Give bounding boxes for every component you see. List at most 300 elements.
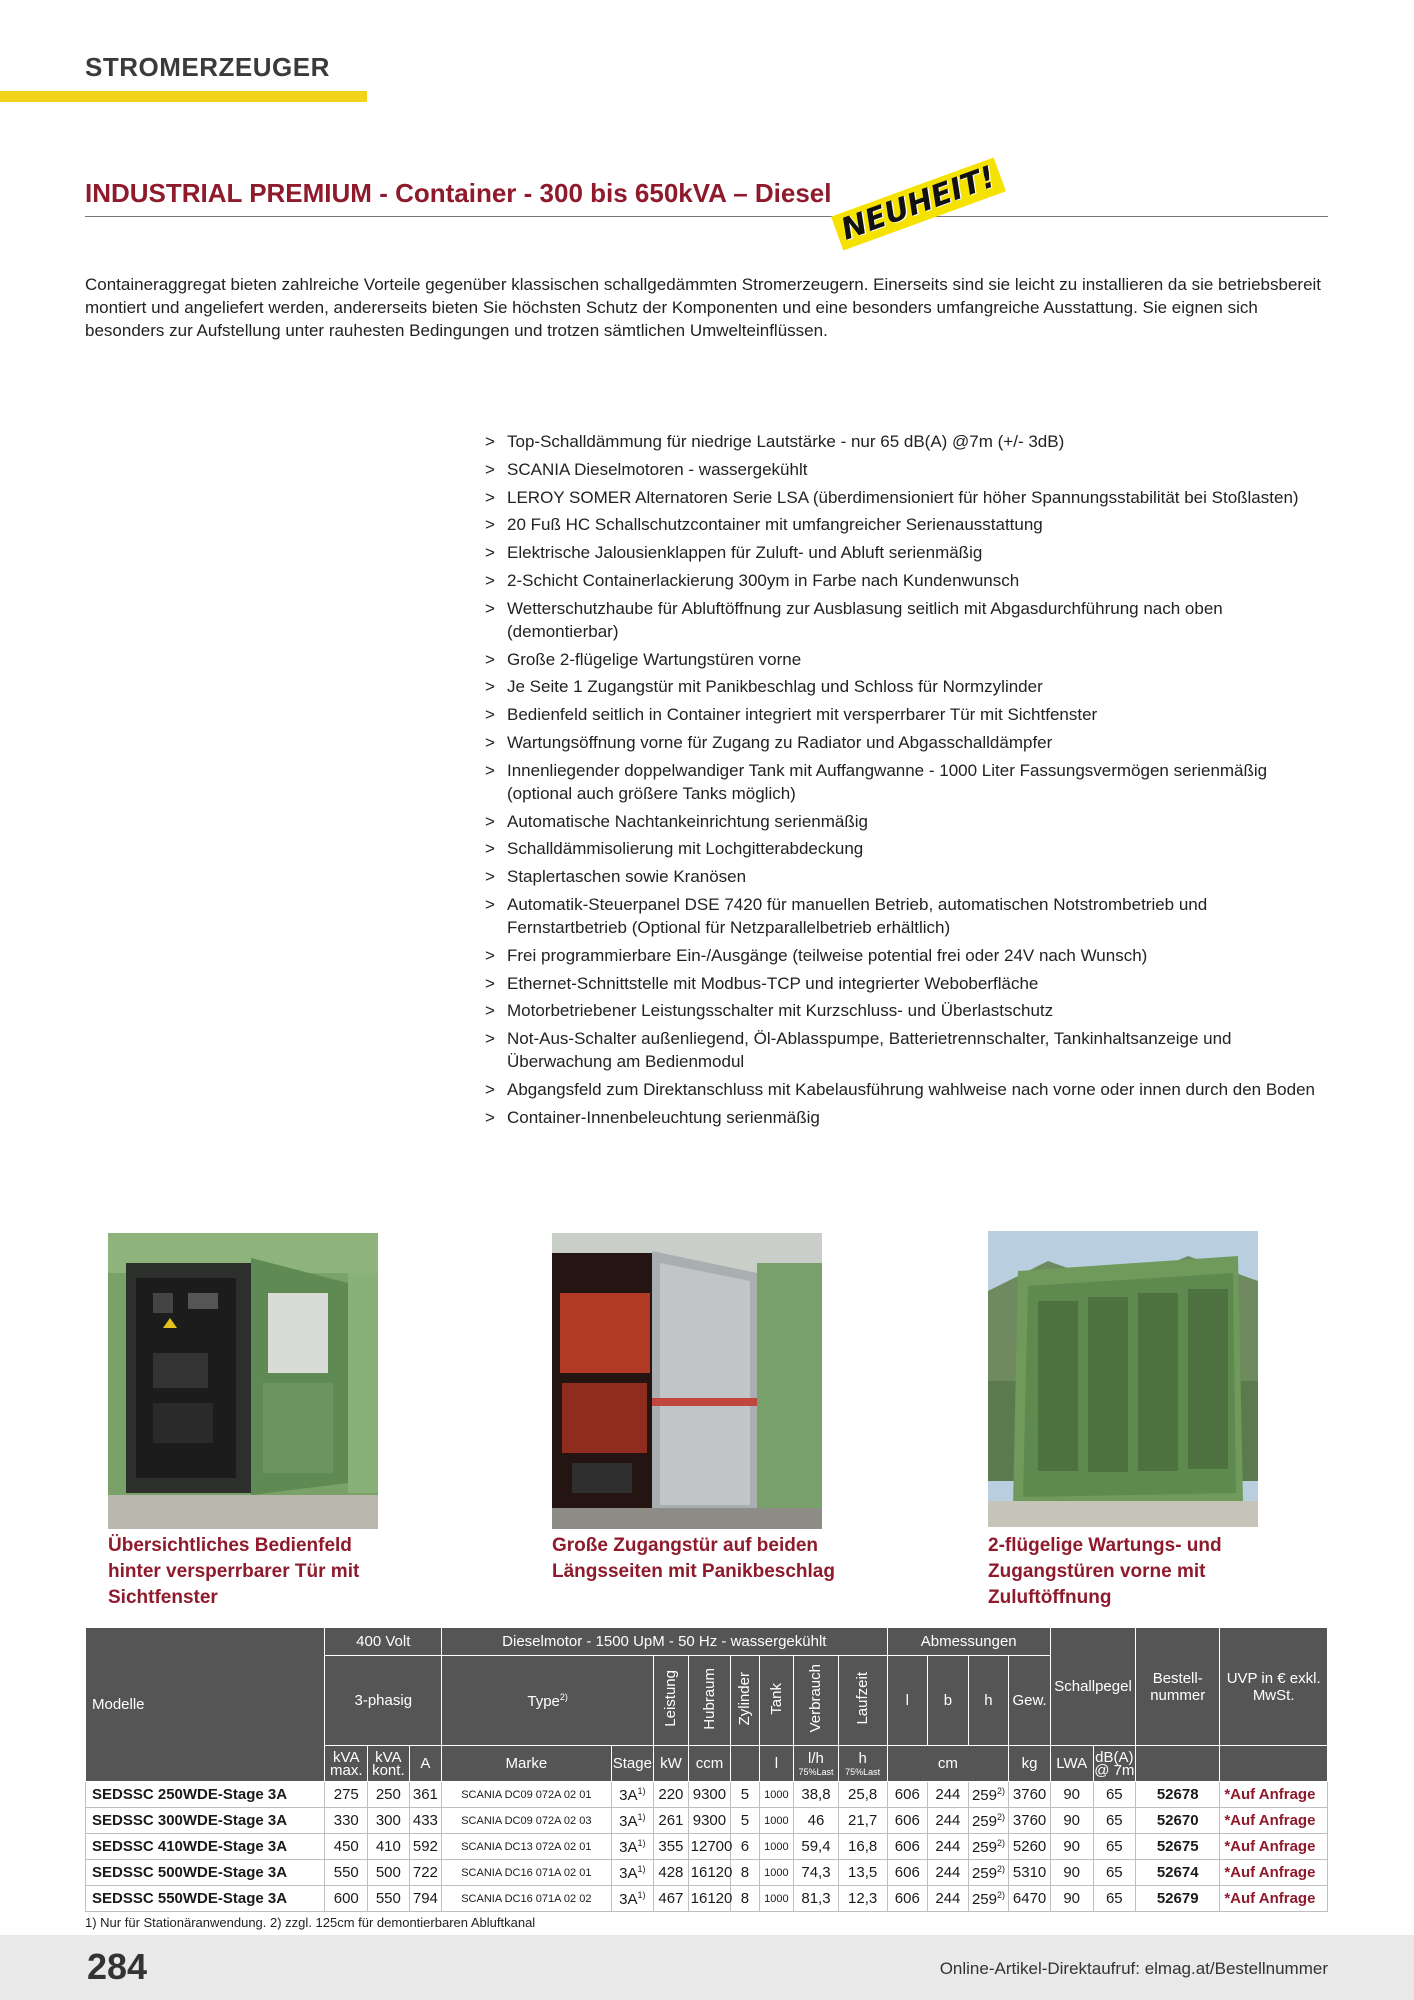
feature-marker: > xyxy=(485,705,495,725)
cell-price xyxy=(1220,1808,1328,1834)
caption-control-panel: Übersichtliches Bedienfeld hinter versperrbarer Tür mit Sichtfenster xyxy=(108,1535,360,1608)
footnote-ref: 2) xyxy=(996,1811,1005,1822)
th-unit-kw: kW xyxy=(654,1746,688,1782)
cell-order xyxy=(1136,1834,1220,1860)
feature-text: Automatische Nachtankeinrichtung serienmäßig xyxy=(507,811,868,831)
cell-dba xyxy=(1093,1834,1136,1860)
cell-value: 6 xyxy=(740,1838,750,1855)
cell-value: SCANIA DC09 072A 02 03 xyxy=(461,1814,592,1827)
cell-order xyxy=(1136,1860,1220,1886)
cell-kva-max xyxy=(325,1834,368,1860)
cell-value: SEDSSC 300WDE-Stage 3A xyxy=(92,1812,288,1829)
feature-text: Elektrische Jalousienklappen für Zuluft- und Abluft serienmäßig xyxy=(507,543,983,563)
feature-marker: > xyxy=(485,543,495,563)
cell-marke xyxy=(442,1860,611,1886)
cell-value: 410 xyxy=(375,1838,401,1855)
cell-value: 46 xyxy=(807,1812,825,1829)
feature-marker: > xyxy=(485,515,495,535)
cell-value: 12,3 xyxy=(848,1890,878,1907)
cell-h xyxy=(968,1808,1009,1834)
cell-zyl xyxy=(731,1886,759,1912)
cell-price xyxy=(1220,1886,1328,1912)
feature-text: 20 Fuß HC Schallschutzcontainer mit umfangreicher Serienausstattung xyxy=(507,515,1043,535)
photo-access-door xyxy=(552,1233,822,1529)
cell-h xyxy=(968,1860,1009,1886)
cell-value: 9300 xyxy=(692,1786,727,1803)
cell-lwa xyxy=(1050,1860,1093,1886)
cell-value: 74,3 xyxy=(801,1864,831,1881)
caption-access-door: Große Zugangstür auf beiden Längsseiten mit Panikbeschlag xyxy=(552,1535,835,1582)
cell-lwa xyxy=(1050,1808,1093,1834)
feature-item xyxy=(485,569,1330,592)
feature-text: Automatik-Steuerpanel DSE 7420 für manuellen Betrieb, automatischen Notstrombetrieb und Fernstartbetrieb (Optional für Netzparallelbetrieb erhältlich) xyxy=(507,894,1208,937)
th-unit-kva-kont: kVA kont. xyxy=(368,1746,410,1782)
cell-laufzeit xyxy=(838,1860,887,1886)
cell-value: 606 xyxy=(894,1890,920,1907)
footnote-ref: 2) xyxy=(996,1837,1005,1848)
cell-value: 1000 xyxy=(764,1788,789,1801)
cell-value: 9300 xyxy=(692,1812,727,1829)
cell-model xyxy=(86,1886,325,1912)
cell-l xyxy=(887,1782,928,1808)
product-title: INDUSTRIAL PREMIUM - Container - 300 bis 650kVA – Diesel xyxy=(85,178,832,208)
cell-zyl xyxy=(731,1860,759,1886)
th-unit-marke: Marke xyxy=(442,1746,611,1782)
feature-marker: > xyxy=(485,1079,495,1099)
th-unit-lwa: LWA xyxy=(1050,1746,1093,1782)
cell-price xyxy=(1220,1834,1328,1860)
cell-value: 244 xyxy=(935,1890,961,1907)
spec-table-body xyxy=(86,1782,1328,1912)
th-unit-lh xyxy=(794,1746,839,1782)
cell-b xyxy=(928,1860,969,1886)
cell-ccm xyxy=(688,1834,731,1860)
feature-marker: > xyxy=(485,867,495,887)
cell-value: 1000 xyxy=(764,1840,789,1853)
cell-lwa xyxy=(1050,1834,1093,1860)
feature-marker: > xyxy=(485,677,495,697)
th-unit-ccm: ccm xyxy=(688,1746,731,1782)
cell-value: 361 xyxy=(412,1786,438,1803)
cell-value: 259 xyxy=(971,1864,997,1882)
cell-zyl xyxy=(731,1834,759,1860)
feature-item xyxy=(485,486,1330,509)
footnote-ref: 2) xyxy=(996,1785,1005,1796)
cell-model xyxy=(86,1808,325,1834)
cell-value: 250 xyxy=(375,1786,401,1803)
cell-value: 592 xyxy=(412,1838,438,1855)
cell-zyl xyxy=(731,1782,759,1808)
th-zylinder-label: Zylinder xyxy=(736,1671,754,1726)
cell-value: 3A xyxy=(619,1812,638,1830)
th-hubraum-label: Hubraum xyxy=(700,1667,718,1730)
cell-value: 259 xyxy=(971,1812,997,1830)
cell-value: 259 xyxy=(971,1786,997,1804)
cell-tank xyxy=(759,1886,793,1912)
cell-kw xyxy=(654,1860,688,1886)
feature-text: Frei programmierbare Ein-/Ausgänge (teilweise potential frei oder 24V nach Wunsch) xyxy=(507,945,1148,965)
cell-value: SEDSSC 550WDE-Stage 3A xyxy=(92,1890,288,1907)
cell-value: 5260 xyxy=(1012,1838,1047,1855)
cell-kw xyxy=(654,1808,688,1834)
cell-verbrauch xyxy=(794,1886,839,1912)
cell-h xyxy=(968,1886,1009,1912)
cell-a xyxy=(409,1782,441,1808)
cell-stage xyxy=(611,1782,654,1808)
cell-b xyxy=(928,1834,969,1860)
cell-value: 16120 xyxy=(690,1864,733,1881)
cell-value: 600 xyxy=(333,1890,359,1907)
footnote-ref: 1) xyxy=(637,1889,646,1900)
feature-marker: > xyxy=(485,459,495,479)
feature-item xyxy=(485,1027,1330,1073)
cell-gew xyxy=(1009,1808,1051,1834)
cell-b xyxy=(928,1808,969,1834)
cell-kw xyxy=(654,1782,688,1808)
th-uvp: UVP in € exkl. MwSt. xyxy=(1220,1628,1328,1746)
cell-value: 16120 xyxy=(690,1890,733,1907)
cell-kva-max xyxy=(325,1886,368,1912)
cell-verbrauch xyxy=(794,1834,839,1860)
cell-a xyxy=(409,1834,441,1860)
feature-text: Container-Innenbeleuchtung serienmäßig xyxy=(507,1107,820,1127)
feature-item xyxy=(485,541,1330,564)
feature-marker: > xyxy=(485,973,495,993)
th-verbrauch-label: Verbrauch xyxy=(807,1664,825,1733)
feature-marker: > xyxy=(485,732,495,752)
cell-kva-kont xyxy=(368,1782,410,1808)
th-unit-dba: dB(A) @ 7m xyxy=(1093,1746,1136,1782)
th-3-phasig: 3-phasig xyxy=(325,1656,442,1746)
th-unit-blank-2 xyxy=(1136,1746,1220,1782)
cell-value: 65 xyxy=(1105,1864,1123,1881)
cell-value: 1000 xyxy=(764,1866,789,1879)
cell-value: SCANIA DC16 071A 02 01 xyxy=(461,1866,592,1879)
footnote-ref: 1) xyxy=(637,1811,646,1822)
th-unit-h-sub: 75%Last xyxy=(845,1767,881,1777)
cell-value: SCANIA DC13 072A 02 01 xyxy=(461,1840,592,1853)
feature-marker: > xyxy=(485,1107,495,1127)
cell-value: *Auf Anfrage xyxy=(1224,1864,1316,1881)
cell-kva-max xyxy=(325,1782,368,1808)
footnote-ref: 2) xyxy=(996,1863,1005,1874)
cell-value: 52670 xyxy=(1156,1812,1199,1829)
th-laufzeit-label: Laufzeit xyxy=(854,1672,872,1725)
feature-item xyxy=(485,597,1330,643)
cell-value: 3760 xyxy=(1012,1786,1047,1803)
cell-value: 52679 xyxy=(1156,1890,1199,1907)
th-leistung-label: Leistung xyxy=(662,1670,680,1727)
cell-tank xyxy=(759,1808,793,1834)
footer-link-text: Online-Artikel-Direktaufruf: elmag.at/Bestellnummer xyxy=(939,1959,1328,1978)
cell-kva-kont xyxy=(368,1886,410,1912)
cell-ccm xyxy=(688,1860,731,1886)
page-number: 284 xyxy=(87,1946,148,1987)
feature-text: Ethernet-Schnittstelle mit Modbus-TCP und integrierter Weboberfläche xyxy=(507,973,1039,993)
th-unit-stage: Stage xyxy=(611,1746,654,1782)
cell-value: 52678 xyxy=(1156,1786,1199,1803)
feature-text: Wartungsöffnung vorne für Zugang zu Radiator und Abgasschalldämpfer xyxy=(507,732,1053,752)
cell-value: 450 xyxy=(333,1838,359,1855)
cell-marke xyxy=(442,1886,611,1912)
table-row xyxy=(86,1886,1328,1912)
cell-lwa xyxy=(1050,1782,1093,1808)
cell-lwa xyxy=(1050,1886,1093,1912)
feature-item xyxy=(485,865,1330,888)
cell-a xyxy=(409,1808,441,1834)
feature-marker: > xyxy=(485,1029,495,1049)
cell-value: 8 xyxy=(740,1890,750,1907)
cell-value: *Auf Anfrage xyxy=(1224,1786,1316,1803)
spec-table xyxy=(85,1627,1328,1912)
cell-kva-max xyxy=(325,1808,368,1834)
feature-marker: > xyxy=(485,1001,495,1021)
cell-stage xyxy=(611,1886,654,1912)
cell-value: 722 xyxy=(412,1864,438,1881)
cell-tank xyxy=(759,1782,793,1808)
cell-model xyxy=(86,1834,325,1860)
cell-value: 355 xyxy=(658,1838,684,1855)
th-bestellnummer: Bestell-nummer xyxy=(1136,1628,1220,1746)
th-tank xyxy=(759,1656,793,1746)
th-zylinder xyxy=(731,1656,759,1746)
table-footnote: 1) Nur für Stationäranwendung. 2) zzgl. 125cm für demontierbaren Abluftkanal xyxy=(85,1915,536,1930)
cell-value: 606 xyxy=(894,1838,920,1855)
th-schallpegel: Schallpegel xyxy=(1050,1628,1135,1746)
cell-marke xyxy=(442,1834,611,1860)
cell-value: 8 xyxy=(740,1864,750,1881)
cell-value: SEDSSC 410WDE-Stage 3A xyxy=(92,1838,288,1855)
cell-value: 300 xyxy=(375,1812,401,1829)
cell-value: 433 xyxy=(412,1812,438,1829)
cell-value: 467 xyxy=(658,1890,684,1907)
cell-order xyxy=(1136,1808,1220,1834)
cell-value: 90 xyxy=(1063,1890,1081,1907)
cell-value: 16,8 xyxy=(848,1838,878,1855)
cell-value: 794 xyxy=(412,1890,438,1907)
th-laufzeit xyxy=(838,1656,887,1746)
footnote-ref: 1) xyxy=(637,1863,646,1874)
feature-item xyxy=(485,837,1330,860)
cell-value: 5310 xyxy=(1012,1864,1047,1881)
th-type xyxy=(442,1656,654,1746)
cell-dba xyxy=(1093,1886,1136,1912)
feature-item xyxy=(485,1078,1330,1101)
feature-marker: > xyxy=(485,945,495,965)
table-row xyxy=(86,1782,1328,1808)
cell-value: 261 xyxy=(658,1812,684,1829)
cell-laufzeit xyxy=(838,1808,887,1834)
cell-gew xyxy=(1009,1860,1051,1886)
feature-item xyxy=(485,810,1330,833)
cell-value: *Auf Anfrage xyxy=(1224,1890,1316,1907)
feature-marker: > xyxy=(485,487,495,507)
feature-marker: > xyxy=(485,894,495,914)
cell-value: 1000 xyxy=(764,1814,789,1827)
cell-value: 5 xyxy=(740,1786,750,1803)
th-unit-kg: kg xyxy=(1009,1746,1051,1782)
cell-value: 606 xyxy=(894,1786,920,1803)
cell-ccm xyxy=(688,1886,731,1912)
th-leistung xyxy=(654,1656,688,1746)
cell-value: 244 xyxy=(935,1864,961,1881)
cell-value: 65 xyxy=(1105,1812,1123,1829)
cell-tank xyxy=(759,1860,793,1886)
new-badge: NEUHEIT! xyxy=(831,158,1006,251)
cell-value: 6470 xyxy=(1012,1890,1047,1907)
cell-value: 59,4 xyxy=(801,1838,831,1855)
cell-value: 3A xyxy=(619,1864,638,1882)
feature-item xyxy=(485,1106,1330,1129)
cell-h xyxy=(968,1782,1009,1808)
th-unit-lh-sub: 75%Last xyxy=(798,1767,834,1777)
feature-item xyxy=(485,675,1330,698)
cell-ccm xyxy=(688,1782,731,1808)
cell-l xyxy=(887,1886,928,1912)
th-unit-lh-label: l/h xyxy=(808,1750,824,1767)
cell-value: 25,8 xyxy=(848,1786,878,1803)
cell-value: 3A xyxy=(619,1786,638,1804)
table-row xyxy=(86,1834,1328,1860)
cell-verbrauch xyxy=(794,1782,839,1808)
th-tank-label: Tank xyxy=(767,1682,785,1715)
cell-value: 65 xyxy=(1105,1838,1123,1855)
cell-value: 606 xyxy=(894,1864,920,1881)
feature-item xyxy=(485,759,1330,805)
cell-value: 3A xyxy=(619,1890,638,1908)
cell-value: 244 xyxy=(935,1812,961,1829)
cell-marke xyxy=(442,1808,611,1834)
cell-ccm xyxy=(688,1808,731,1834)
cell-l xyxy=(887,1860,928,1886)
feature-text: SCANIA Dieselmotoren - wassergekühlt xyxy=(507,459,808,479)
cell-stage xyxy=(611,1808,654,1834)
cell-b xyxy=(928,1886,969,1912)
cell-kva-kont xyxy=(368,1860,410,1886)
cell-gew xyxy=(1009,1834,1051,1860)
cell-l xyxy=(887,1834,928,1860)
th-unit-cm: cm xyxy=(887,1746,1009,1782)
table-row xyxy=(86,1808,1328,1834)
cell-gew xyxy=(1009,1782,1051,1808)
caption-container-front: 2-flügelige Wartungs- und Zugangstüren vorne mit Zuluftöffnung xyxy=(988,1535,1222,1608)
cell-value: 500 xyxy=(375,1864,401,1881)
th-verbrauch xyxy=(794,1656,839,1746)
footnote-ref: 2) xyxy=(996,1889,1005,1900)
feature-item xyxy=(485,731,1330,754)
cell-stage xyxy=(611,1834,654,1860)
cell-value: SCANIA DC16 071A 02 02 xyxy=(461,1892,592,1905)
cell-value: 550 xyxy=(375,1890,401,1907)
cell-zyl xyxy=(731,1808,759,1834)
cell-model xyxy=(86,1782,325,1808)
feature-text: Wetterschutzhaube für Abluftöffnung zur Ausblasung seitlich mit Abgasdurchführung nach oben (demontierbar) xyxy=(507,598,1223,641)
th-unit-kva-max: kVA max. xyxy=(325,1746,368,1782)
th-unit-blank xyxy=(731,1746,759,1782)
cell-value: 90 xyxy=(1063,1838,1081,1855)
cell-value: *Auf Anfrage xyxy=(1224,1812,1316,1829)
cell-value: 244 xyxy=(935,1786,961,1803)
th-abmessungen: Abmessungen xyxy=(887,1628,1050,1656)
cell-value: 5 xyxy=(740,1812,750,1829)
th-type-sup: 2) xyxy=(559,1691,568,1702)
th-b: b xyxy=(928,1656,969,1746)
cell-order xyxy=(1136,1782,1220,1808)
feature-text: Je Seite 1 Zugangstür mit Panikbeschlag und Schloss für Normzylinder xyxy=(507,677,1043,697)
cell-value: 90 xyxy=(1063,1812,1081,1829)
cell-kw xyxy=(654,1886,688,1912)
feature-text: Staplertaschen sowie Kranösen xyxy=(507,867,747,887)
th-hubraum xyxy=(688,1656,731,1746)
cell-value: 12700 xyxy=(690,1838,733,1855)
cell-h xyxy=(968,1834,1009,1860)
cell-dba xyxy=(1093,1782,1136,1808)
feature-marker: > xyxy=(485,649,495,669)
cell-kva-kont xyxy=(368,1808,410,1834)
product-intro: Containeraggregat bieten zahlreiche Vorteile gegenüber klassischen schallgedämmten Stromerzeugern. Einerseits sind sie leicht zu installieren da sie betriebsbereit montiert und angeliefert werden, andererseits bieten Sie höchsten Schutz der Komponenten und eine besonders umfangreiche Ausstattung. Sie eignen sich besonders zur Aufstellung unter rauhesten Bedingungen und trotzen sämtlichen Umwelteinflüssen. xyxy=(85,275,1322,340)
feature-item xyxy=(485,893,1330,939)
feature-text: Motorbetriebener Leistungsschalter mit Kurzschluss- und Überlastschutz xyxy=(507,1001,1054,1021)
cell-value: 1000 xyxy=(764,1892,789,1905)
feature-item xyxy=(485,458,1330,481)
th-unit-a: A xyxy=(409,1746,441,1782)
th-unit-h-label: h xyxy=(858,1750,867,1767)
title-divider xyxy=(85,216,1328,217)
feature-item xyxy=(485,972,1330,995)
cell-kva-kont xyxy=(368,1834,410,1860)
cell-value: 65 xyxy=(1105,1786,1123,1803)
cell-a xyxy=(409,1860,441,1886)
th-type-label: Type xyxy=(527,1692,560,1710)
cell-value: 38,8 xyxy=(801,1786,831,1803)
cell-l xyxy=(887,1808,928,1834)
feature-text: Bedienfeld seitlich in Container integriert mit versperrbarer Tür mit Sichtfenster xyxy=(507,705,1098,725)
cell-value: 13,5 xyxy=(848,1864,878,1881)
cell-value: 220 xyxy=(658,1786,684,1803)
cell-value: 81,3 xyxy=(801,1890,831,1907)
cell-price xyxy=(1220,1782,1328,1808)
th-unit-blank-3 xyxy=(1220,1746,1328,1782)
section-accent-bar xyxy=(0,91,367,102)
photo-control-panel xyxy=(108,1233,378,1529)
cell-dba xyxy=(1093,1860,1136,1886)
cell-model xyxy=(86,1860,325,1886)
cell-dba xyxy=(1093,1808,1136,1834)
feature-item xyxy=(485,430,1330,453)
feature-marker: > xyxy=(485,570,495,590)
cell-value: 244 xyxy=(935,1838,961,1855)
cell-value: 428 xyxy=(658,1864,684,1881)
feature-marker: > xyxy=(485,839,495,859)
cell-laufzeit xyxy=(838,1782,887,1808)
cell-value: SEDSSC 250WDE-Stage 3A xyxy=(92,1786,288,1803)
feature-marker: > xyxy=(485,432,495,451)
cell-marke xyxy=(442,1782,611,1808)
section-heading: STROMERZEUGER xyxy=(85,52,330,82)
cell-value: 275 xyxy=(333,1786,359,1803)
cell-value: SEDSSC 500WDE-Stage 3A xyxy=(92,1864,288,1881)
cell-stage xyxy=(611,1860,654,1886)
cell-value: 90 xyxy=(1063,1864,1081,1881)
th-l: l xyxy=(887,1656,928,1746)
cell-kw xyxy=(654,1834,688,1860)
feature-item xyxy=(485,513,1330,536)
th-unit-h xyxy=(838,1746,887,1782)
feature-text: Not-Aus-Schalter außenliegend, Öl-Ablasspumpe, Batterietrennschalter, Tankinhaltsanzeige und Überwachung am Bedienmodul xyxy=(507,1029,1232,1072)
cell-price xyxy=(1220,1860,1328,1886)
footnote-ref: 1) xyxy=(637,1785,646,1796)
th-dieselmotor: Dieselmotor - 1500 UpM - 50 Hz - wassergekühlt xyxy=(442,1628,887,1656)
